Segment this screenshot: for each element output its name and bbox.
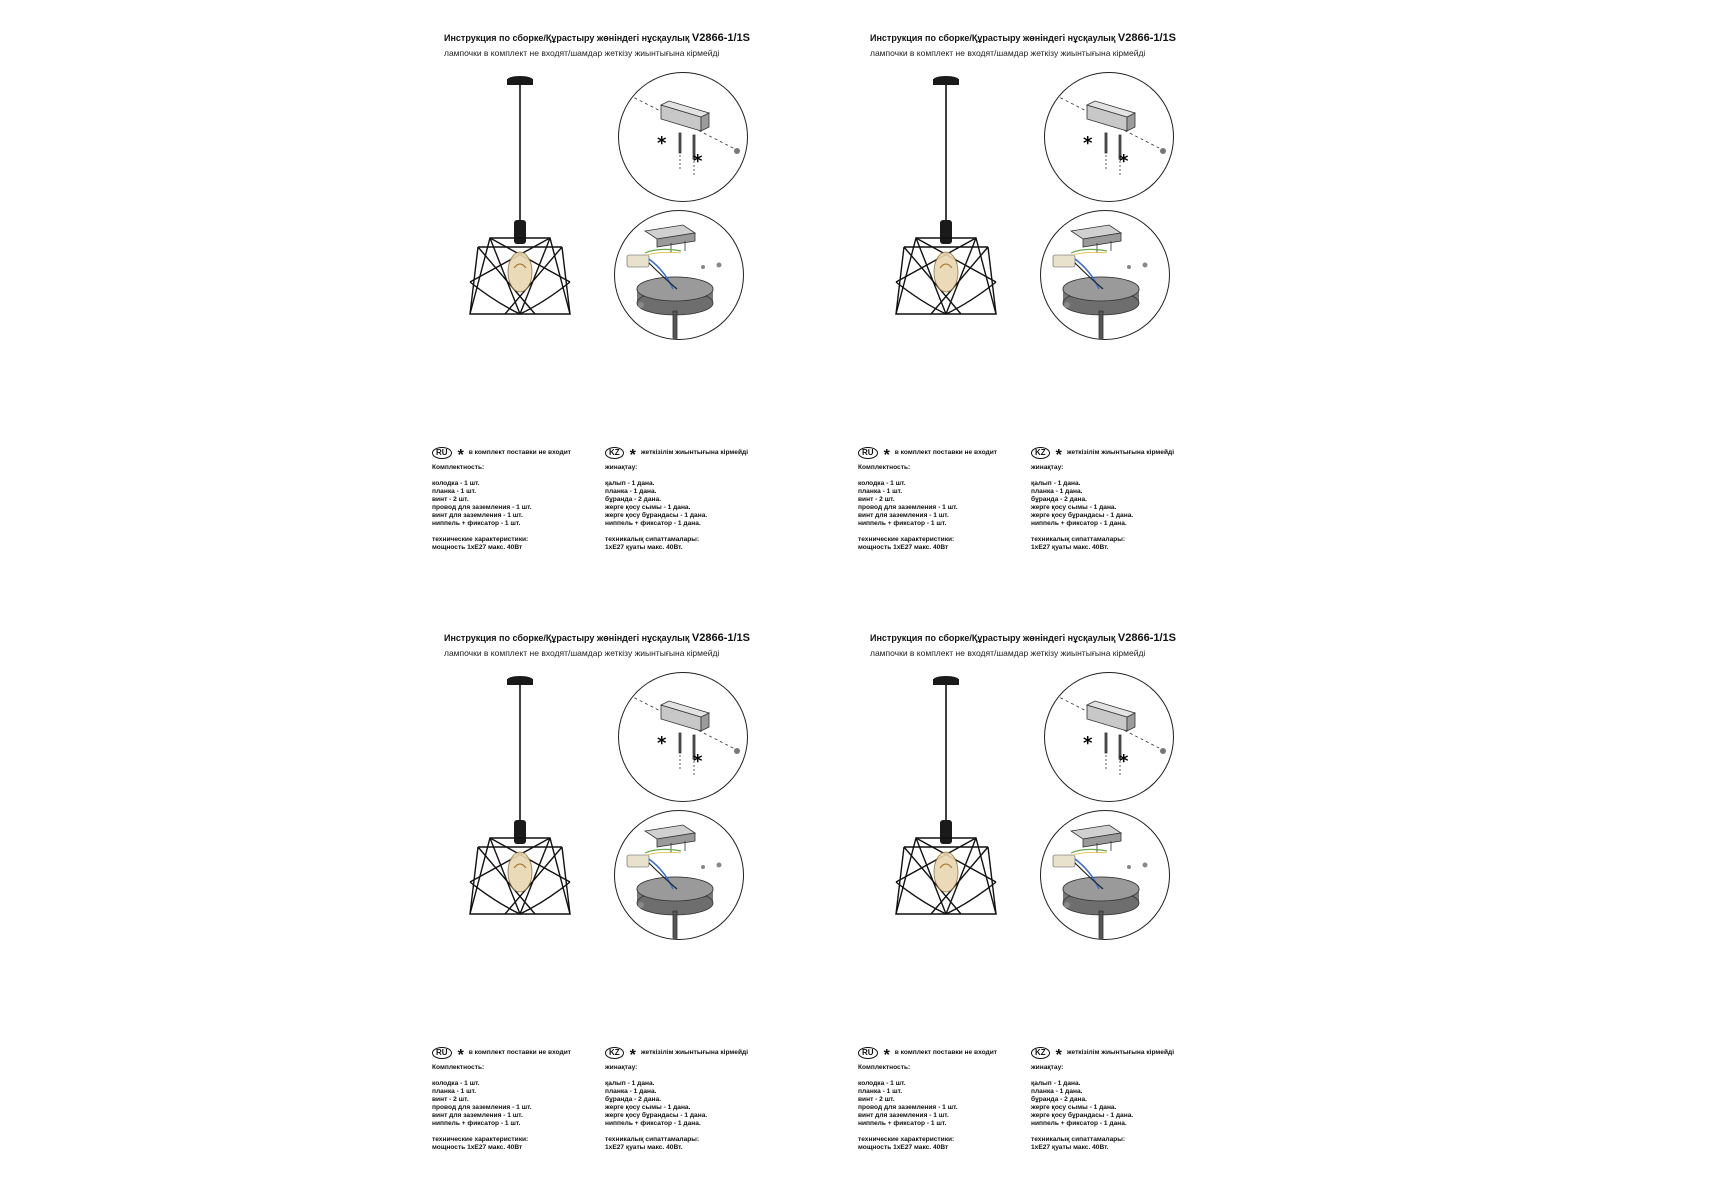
excluded-part-marker: * bbox=[657, 133, 667, 154]
list-item: винт для заземления - 1 шт. bbox=[432, 1112, 523, 1119]
asterisk-icon: * bbox=[883, 1047, 890, 1064]
kz-badge: KZ bbox=[1031, 447, 1050, 459]
excluded-part-marker: * bbox=[693, 751, 703, 772]
kz-spec: 1хЕ27 қуаты макс. 40Вт. bbox=[605, 544, 683, 551]
excluded-part-marker: * bbox=[1083, 733, 1093, 754]
kz-spec-heading: техникалық сипаттамалары: bbox=[605, 1136, 700, 1143]
mounting-bar-diagram bbox=[618, 672, 748, 802]
list-item: винт - 2 шт. bbox=[858, 496, 895, 503]
title-text: Инструкция по сборке/Құрастыру жөніндегі нұсқаулық bbox=[870, 633, 1116, 643]
list-item: винт для заземления - 1 шт. bbox=[858, 512, 949, 519]
instruction-sheet bbox=[826, 0, 1252, 600]
model-number: V2866-1/1S bbox=[1117, 632, 1176, 644]
title-text: Инструкция по сборке/Құрастыру жөніндегі нұсқаулық bbox=[444, 633, 690, 643]
mounting-bar-diagram bbox=[1044, 72, 1174, 202]
ru-spec-heading: технические характеристики: bbox=[858, 536, 955, 543]
pendant-lamp-illustration bbox=[886, 72, 1006, 344]
sheet-subtitle: лампочки в комплект не входят/шамдар жеткізу жиынтығына кірмейді bbox=[444, 48, 720, 58]
sheet-title bbox=[444, 632, 750, 644]
list-item: жерге қосу сымы - 1 дана. bbox=[1031, 504, 1117, 511]
list-item: жерге қосу бұрандасы - 1 дана. bbox=[1031, 512, 1134, 519]
kz-star-note: жеткізілім жиынтығына кірмейді bbox=[640, 449, 749, 456]
ru-badge: RU bbox=[858, 447, 878, 459]
list-item: ниппель + фиксатор - 1 дана. bbox=[605, 1120, 701, 1127]
list-item: винт - 2 шт. bbox=[858, 1096, 895, 1103]
list-item: планка - 1 дана. bbox=[605, 1088, 657, 1095]
list-item: ниппель + фиксатор - 1 дана. bbox=[1031, 1120, 1127, 1127]
kz-kit-heading: жинақтау: bbox=[605, 464, 638, 471]
canopy-wiring-diagram bbox=[1040, 810, 1170, 940]
list-item: колодка - 1 шт. bbox=[432, 1080, 480, 1087]
canopy-wiring-diagram bbox=[614, 210, 744, 340]
excluded-part-marker: * bbox=[1083, 133, 1093, 154]
ru-kit-heading: Комплектность: bbox=[432, 1064, 485, 1071]
kz-kit-heading: жинақтау: bbox=[1031, 1064, 1064, 1071]
model-number: V2866-1/1S bbox=[1117, 32, 1176, 44]
ru-star-note: в комплект поставки не входит bbox=[894, 449, 997, 456]
kz-star-note: жеткізілім жиынтығына кірмейді bbox=[640, 1049, 749, 1056]
list-item: планка - 1 шт. bbox=[858, 488, 903, 495]
model-number: V2866-1/1S bbox=[691, 632, 750, 644]
kz-kit-heading: жинақтау: bbox=[605, 1064, 638, 1071]
excluded-part-marker: * bbox=[1119, 151, 1129, 172]
sheet-title bbox=[870, 32, 1176, 44]
ru-section bbox=[858, 1046, 1028, 1152]
kz-section bbox=[605, 446, 805, 552]
list-item: жерге қосу бұрандасы - 1 дана. bbox=[605, 1112, 708, 1119]
list-item: винт - 2 шт. bbox=[432, 1096, 469, 1103]
excluded-part-marker: * bbox=[657, 733, 667, 754]
ru-badge: RU bbox=[432, 447, 452, 459]
list-item: винт - 2 шт. bbox=[432, 496, 469, 503]
kz-spec-heading: техникалық сипаттамалары: bbox=[1031, 536, 1126, 543]
list-item: ниппель + фиксатор - 1 шт. bbox=[432, 520, 521, 527]
kz-badge: KZ bbox=[605, 447, 624, 459]
list-item: жерге қосу бұрандасы - 1 дана. bbox=[605, 512, 708, 519]
canopy-wiring-diagram bbox=[1040, 210, 1170, 340]
asterisk-icon: * bbox=[883, 447, 890, 464]
kz-star-note: жеткізілім жиынтығына кірмейді bbox=[1066, 1049, 1175, 1056]
list-item: колодка - 1 шт. bbox=[858, 480, 906, 487]
ru-spec-heading: технические характеристики: bbox=[858, 1136, 955, 1143]
mounting-bar-diagram bbox=[1044, 672, 1174, 802]
list-item: планка - 1 дана. bbox=[605, 488, 657, 495]
sheet-title bbox=[444, 32, 750, 44]
list-item: ниппель + фиксатор - 1 дана. bbox=[1031, 520, 1127, 527]
list-item: винт для заземления - 1 шт. bbox=[858, 1112, 949, 1119]
instruction-sheet bbox=[400, 600, 826, 1200]
pendant-lamp-illustration bbox=[886, 672, 1006, 944]
list-item: қалып - 1 дана. bbox=[605, 1080, 655, 1087]
ru-spec: мощность 1хЕ27 макс. 40Вт bbox=[432, 544, 523, 551]
ru-badge: RU bbox=[432, 1047, 452, 1059]
kz-spec: 1хЕ27 қуаты макс. 40Вт. bbox=[1031, 1144, 1109, 1151]
list-item: жерге қосу сымы - 1 дана. bbox=[1031, 1104, 1117, 1111]
list-item: провод для заземления - 1 шт. bbox=[432, 1104, 532, 1111]
list-item: ниппель + фиксатор - 1 шт. bbox=[858, 520, 947, 527]
list-item: провод для заземления - 1 шт. bbox=[432, 504, 532, 511]
asterisk-icon: * bbox=[629, 1047, 636, 1064]
list-item: ниппель + фиксатор - 1 дана. bbox=[605, 520, 701, 527]
list-item: планка - 1 шт. bbox=[858, 1088, 903, 1095]
ru-spec: мощность 1хЕ27 макс. 40Вт bbox=[858, 1144, 949, 1151]
ru-star-note: в комплект поставки не входит bbox=[468, 1049, 571, 1056]
ru-kit-heading: Комплектность: bbox=[858, 464, 911, 471]
asterisk-icon: * bbox=[457, 447, 464, 464]
mounting-bar-diagram bbox=[618, 72, 748, 202]
ru-spec-heading: технические характеристики: bbox=[432, 536, 529, 543]
asterisk-icon: * bbox=[457, 1047, 464, 1064]
kz-section bbox=[605, 1046, 805, 1152]
title-text: Инструкция по сборке/Құрастыру жөніндегі нұсқаулық bbox=[870, 33, 1116, 43]
list-item: жерге қосу бұрандасы - 1 дана. bbox=[1031, 1112, 1134, 1119]
list-item: ниппель + фиксатор - 1 шт. bbox=[858, 1120, 947, 1127]
sheet-title bbox=[870, 632, 1176, 644]
kz-spec: 1хЕ27 қуаты макс. 40Вт. bbox=[605, 1144, 683, 1151]
list-item: планка - 1 шт. bbox=[432, 488, 477, 495]
list-item: провод для заземления - 1 шт. bbox=[858, 1104, 958, 1111]
list-item: бұранда - 2 дана. bbox=[1031, 496, 1087, 503]
list-item: бұранда - 2 дана. bbox=[605, 1096, 661, 1103]
list-item: винт для заземления - 1 шт. bbox=[432, 512, 523, 519]
ru-spec: мощность 1хЕ27 макс. 40Вт bbox=[432, 1144, 523, 1151]
list-item: бұранда - 2 дана. bbox=[605, 496, 661, 503]
list-item: қалып - 1 дана. bbox=[1031, 1080, 1081, 1087]
instruction-sheet bbox=[400, 0, 826, 600]
kz-spec-heading: техникалық сипаттамалары: bbox=[605, 536, 700, 543]
kz-kit-heading: жинақтау: bbox=[1031, 464, 1064, 471]
ru-spec-heading: технические характеристики: bbox=[432, 1136, 529, 1143]
list-item: планка - 1 дана. bbox=[1031, 488, 1083, 495]
list-item: қалып - 1 дана. bbox=[1031, 480, 1081, 487]
excluded-part-marker: * bbox=[1119, 751, 1129, 772]
sheet-subtitle: лампочки в комплект не входят/шамдар жеткізу жиынтығына кірмейді bbox=[444, 648, 720, 658]
list-item: ниппель + фиксатор - 1 шт. bbox=[432, 1120, 521, 1127]
list-item: бұранда - 2 дана. bbox=[1031, 1096, 1087, 1103]
ru-kit-heading: Комплектность: bbox=[432, 464, 485, 471]
ru-star-note: в комплект поставки не входит bbox=[894, 1049, 997, 1056]
list-item: колодка - 1 шт. bbox=[432, 480, 480, 487]
ru-spec: мощность 1хЕ27 макс. 40Вт bbox=[858, 544, 949, 551]
list-item: жерге қосу сымы - 1 дана. bbox=[605, 1104, 691, 1111]
kz-badge: KZ bbox=[605, 1047, 624, 1059]
list-item: планка - 1 дана. bbox=[1031, 1088, 1083, 1095]
ru-section bbox=[858, 446, 1028, 552]
kz-spec-heading: техникалық сипаттамалары: bbox=[1031, 1136, 1126, 1143]
asterisk-icon: * bbox=[629, 447, 636, 464]
asterisk-icon: * bbox=[1055, 1047, 1062, 1064]
kz-section bbox=[1031, 446, 1231, 552]
ru-section bbox=[432, 446, 602, 552]
ru-section bbox=[432, 1046, 602, 1152]
instruction-sheet bbox=[826, 600, 1252, 1200]
list-item: планка - 1 шт. bbox=[432, 1088, 477, 1095]
list-item: колодка - 1 шт. bbox=[858, 1080, 906, 1087]
kz-badge: KZ bbox=[1031, 1047, 1050, 1059]
excluded-part-marker: * bbox=[693, 151, 703, 172]
pendant-lamp-illustration bbox=[460, 672, 580, 944]
kz-star-note: жеткізілім жиынтығына кірмейді bbox=[1066, 449, 1175, 456]
canopy-wiring-diagram bbox=[614, 810, 744, 940]
model-number: V2866-1/1S bbox=[691, 32, 750, 44]
sheet-subtitle: лампочки в комплект не входят/шамдар жеткізу жиынтығына кірмейді bbox=[870, 48, 1146, 58]
list-item: жерге қосу сымы - 1 дана. bbox=[605, 504, 691, 511]
ru-badge: RU bbox=[858, 1047, 878, 1059]
list-item: қалып - 1 дана. bbox=[605, 480, 655, 487]
pendant-lamp-illustration bbox=[460, 72, 580, 344]
asterisk-icon: * bbox=[1055, 447, 1062, 464]
kz-spec: 1хЕ27 қуаты макс. 40Вт. bbox=[1031, 544, 1109, 551]
ru-star-note: в комплект поставки не входит bbox=[468, 449, 571, 456]
sheet-subtitle: лампочки в комплект не входят/шамдар жеткізу жиынтығына кірмейді bbox=[870, 648, 1146, 658]
list-item: провод для заземления - 1 шт. bbox=[858, 504, 958, 511]
title-text: Инструкция по сборке/Құрастыру жөніндегі нұсқаулық bbox=[444, 33, 690, 43]
ru-kit-heading: Комплектность: bbox=[858, 1064, 911, 1071]
kz-section bbox=[1031, 1046, 1231, 1152]
